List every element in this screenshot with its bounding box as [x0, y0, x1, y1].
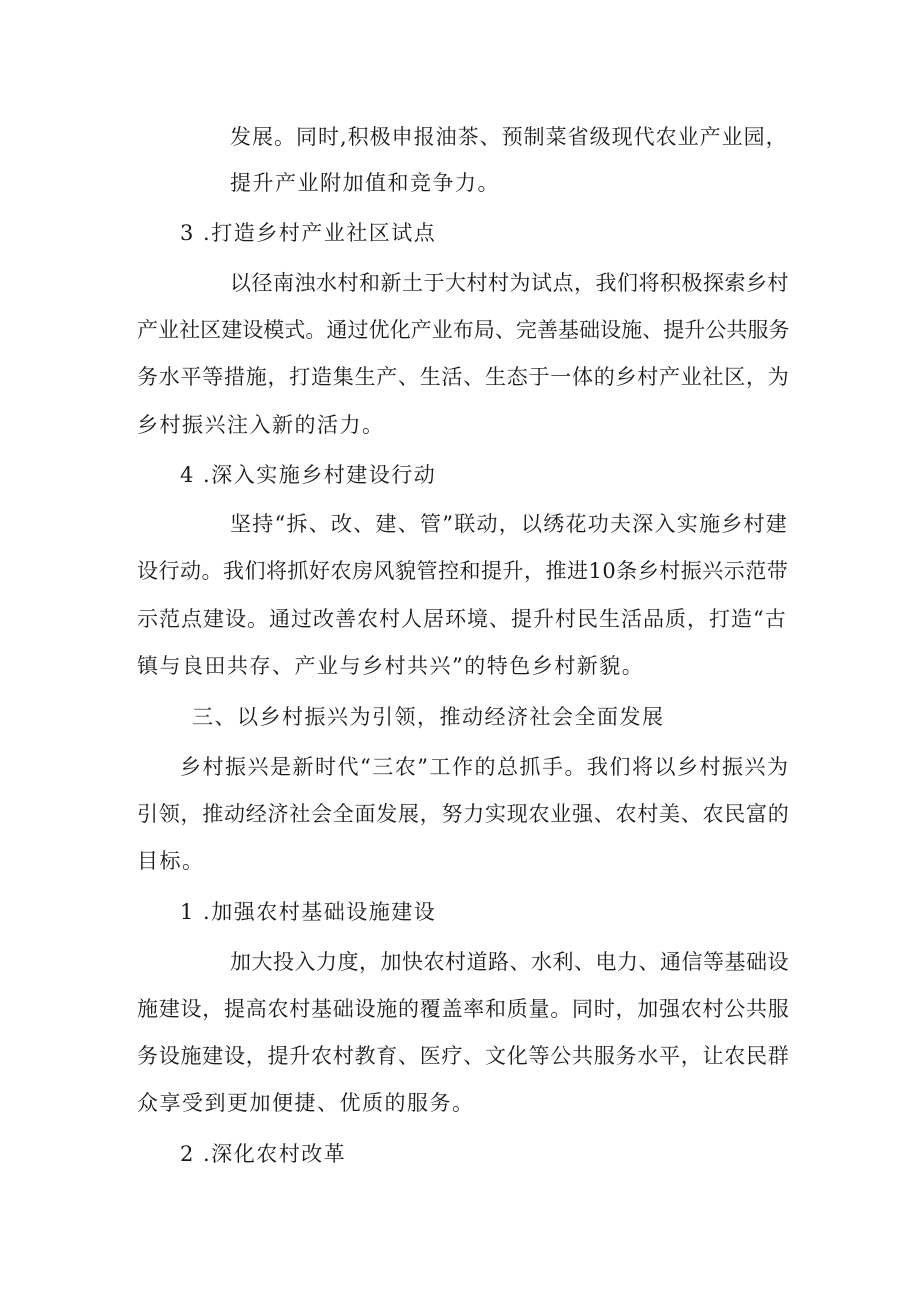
subsection-heading: 4 .深入实施乡村建设行动	[180, 463, 437, 487]
subsection-heading: 2 .深化农村改革	[180, 1142, 347, 1166]
paragraph-line: 提升产业附加值和竞争力。	[230, 171, 500, 195]
paragraph-line: 加大投入力度，加快农村道路、水利、电力、通信等基础设	[230, 950, 789, 974]
paragraph-line: 坚持“拆、改、建、管”联动，以绣花功夫深入实施乡村建	[230, 512, 788, 536]
paragraph-line: 产业社区建设模式。通过优化产业布局、完善基础设施、提升公共服务	[137, 318, 790, 342]
paragraph-line: 乡村振兴是新时代“三农”工作的总抓手。我们将以乡村振兴为	[180, 755, 790, 779]
paragraph-line: 示范点建设。通过改善农村人居环境、提升村民生活品质，打造“古	[137, 607, 787, 631]
paragraph-line: 务设施建设，提升农村教育、医疗、文化等公共服务水平，让农民群	[137, 1044, 790, 1068]
paragraph-line: 众享受到更加便捷、优质的服务。	[137, 1091, 475, 1115]
subsection-heading: 1 .加强农村基础设施建设	[180, 900, 437, 924]
subsection-heading: 3 .打造乡村产业社区试点	[180, 221, 437, 245]
paragraph-line: 引领，推动经济社会全面发展，努力实现农业强、农村美、农民富的	[137, 802, 790, 826]
paragraph-line: 发展。同时,积极申报油茶、预制菜省级现代农业产业园，	[230, 125, 788, 149]
paragraph-line: 乡村振兴注入新的活力。	[137, 413, 385, 437]
paragraph-line: 务水平等措施，打造集生产、生活、生态于一体的乡村产业社区，为	[137, 365, 790, 389]
paragraph-line: 设行动。我们将抓好农房风貌管控和提升，推进10条乡村振兴示范带	[137, 559, 789, 583]
paragraph-line: 目标。	[137, 849, 205, 873]
section-heading: 三、以乡村振兴为引领，推动经济社会全面发展	[192, 705, 665, 729]
paragraph-line: 镇与良田共存、产业与乡村共兴”的特色乡村新貌。	[137, 654, 645, 678]
paragraph-line: 以径南浊水村和新土于大村村为试点，我们将积极探索乡村	[230, 271, 789, 295]
paragraph-line: 施建设，提高农村基础设施的覆盖率和质量。同时，加强农村公共服	[137, 997, 790, 1021]
